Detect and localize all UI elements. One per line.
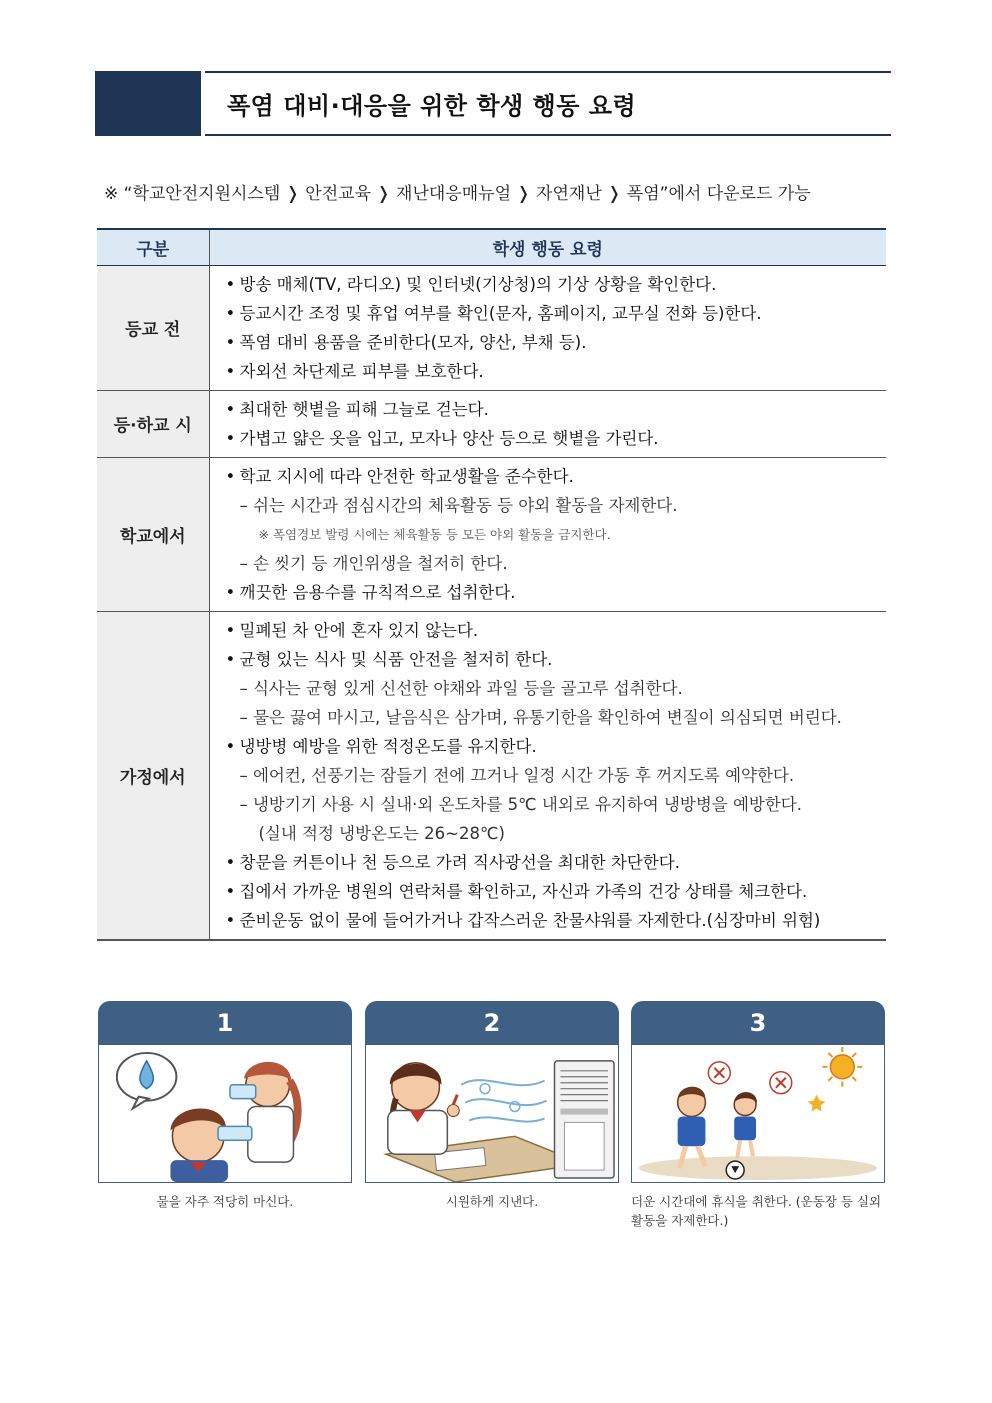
tip-card-number: 1 (98, 1001, 352, 1045)
rule-note: ※ 폭염경보 발령 시에는 체육활동 등 모든 야외 활동을 금지한다. (258, 526, 611, 542)
rules-cell (209, 457, 886, 611)
rule-bullet-item: • 냉방병 예방을 위한 적정온도를 유지한다. (226, 732, 887, 761)
rule-bullet-item: • 준비운동 없이 물에 들어가거나 갑작스러운 찬물샤워를 자제한다.(심장마비 위험) (226, 906, 887, 935)
tip-card-1 (98, 1001, 352, 1211)
title-bar (205, 71, 891, 136)
rule-bullet-item: • 가볍고 얇은 옷을 입고, 모자나 양산 등으로 햇볕을 가린다. (226, 424, 887, 453)
rule-bullet-item: • 학교 지시에 따라 안전한 학교생활을 준수한다. (226, 462, 887, 491)
tip-card-caption: 물을 자주 적당히 마신다. (156, 1194, 294, 1209)
table-row (97, 390, 886, 457)
tip-card-number: 2 (365, 1001, 619, 1045)
category-cell: 등·하교 시 (97, 390, 209, 457)
tip-card-3 (631, 1001, 885, 1230)
table-row (97, 265, 886, 390)
rule-bullet-item: • 등교시간 조정 및 휴업 여부를 확인(문자, 홈페이지, 교무실 전화 등)한다. (226, 299, 887, 328)
rules-cell (209, 265, 886, 390)
rule-bullet-item: • 창문을 커튼이나 천 등으로 가려 직사광선을 최대한 차단한다. (226, 848, 887, 877)
rule-sub-item: – 물은 끓여 마시고, 날음식은 삼가며, 유통기한을 확인하여 변질이 의심되면 버린다. (239, 707, 842, 727)
tip-card-number: 3 (631, 1001, 885, 1045)
students-drinking-water-illustration (98, 1045, 352, 1183)
tip-card-2 (365, 1001, 619, 1211)
rule-bullet-item: • 집에서 가까운 병원의 연락처를 확인하고, 자신과 가족의 건강 상태를 체크한다. (226, 877, 887, 906)
student-with-air-conditioner-illustration (365, 1045, 619, 1183)
download-note: ※ “학교안전지원시스템 ❭ 안전교육 ❭ 재난대응매뉴얼 ❭ 자연재난 ❭ 폭염”에서 다운로드 가능 (104, 184, 811, 204)
rule-bullet-item: • 자외선 차단제로 피부를 보호한다. (226, 357, 887, 386)
title-block (95, 71, 891, 136)
page-title: 폭염 대비·대응을 위한 학생 행동 요령 (227, 92, 637, 120)
category-cell: 학교에서 (97, 457, 209, 611)
rule-sub-item: – 손 씻기 등 개인위생을 철저히 한다. (239, 553, 508, 573)
rule-sub-item: – 에어컨, 선풍기는 잠들기 전에 끄거나 일정 시간 가동 후 꺼지도록 예약한다. (239, 765, 795, 785)
behavior-rules-table (97, 228, 886, 941)
title-accent-square (95, 71, 201, 136)
category-cell: 등교 전 (97, 265, 209, 390)
tip-card-caption: 시원하게 지낸다. (445, 1194, 539, 1209)
rules-cell (209, 390, 886, 457)
rule-bullet-item: • 균형 있는 식사 및 식품 안전을 철저히 한다. (226, 645, 887, 674)
rule-bullet-item: • 방송 매체(TV, 라디오) 및 인터넷(기상청)의 기상 상황을 확인한다. (226, 270, 887, 299)
rule-bullet-item: • 밀폐된 차 안에 혼자 있지 않는다. (226, 616, 887, 645)
rule-bullet-item: • 최대한 햇볕을 피해 그늘로 걷는다. (226, 395, 887, 424)
rule-sub-item: – 냉방기기 사용 시 실내·외 온도차를 5℃ 내외로 유지하여 냉방병을 예방한다. (239, 794, 802, 814)
tip-card-caption: 더운 시간대에 휴식을 취한다. (운동장 등 실외활동을 자제한다.) (631, 1194, 882, 1228)
rule-sub-item: – 식사는 균형 있게 신선한 야채와 과일 등을 골고루 섭취한다. (239, 678, 683, 698)
category-cell: 가정에서 (97, 611, 209, 940)
header-category: 구분 (97, 229, 209, 265)
rule-sub-item: (실내 적정 냉방온도는 26~28℃) (258, 823, 505, 843)
header-rules: 학생 행동 요령 (209, 229, 886, 265)
table-row (97, 457, 886, 611)
rules-cell (209, 611, 886, 940)
rule-sub-item: – 쉬는 시간과 점심시간의 체육활동 등 야외 활동을 자제한다. (239, 495, 678, 515)
rule-bullet-item: • 깨끗한 음용수를 규칙적으로 섭취한다. (226, 578, 887, 607)
table-row (97, 611, 886, 940)
rule-bullet-item: • 폭염 대비 용품을 준비한다(모자, 양산, 부채 등). (226, 328, 887, 357)
table-header-row (97, 229, 886, 265)
students-playing-soccer-illustration (631, 1045, 885, 1183)
